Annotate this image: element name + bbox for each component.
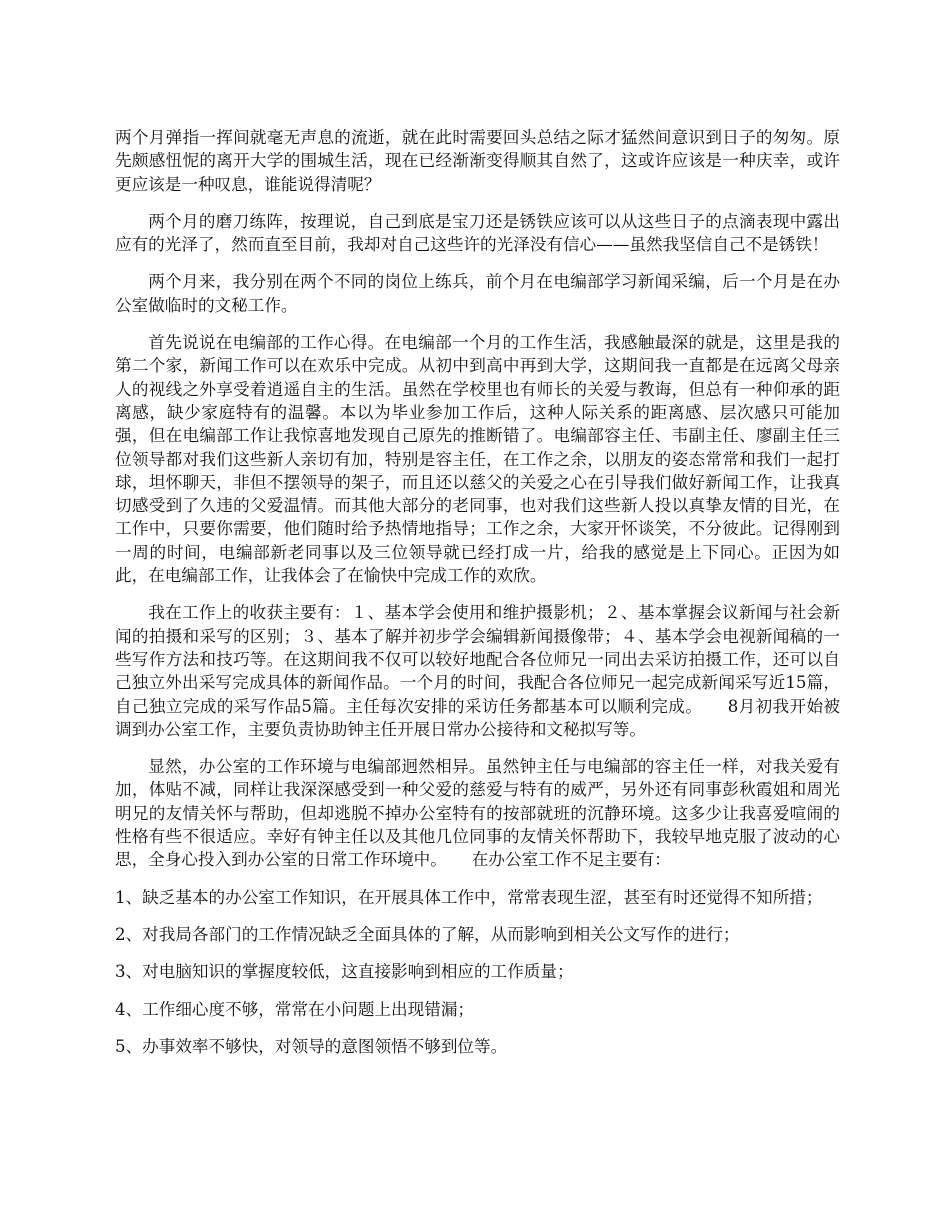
paragraph-two-positions: 两个月来，我分别在两个不同的岗位上练兵，前个月在电编部学习新闻采编，后一个月是在办公室做临时的文秘工作。 — [115, 272, 840, 315]
paragraph-editing-dept-experience: 首先说说在电编部的工作心得。在电编部一个月的工作生活，我感触最深的就是，这里是我的第二个家，新闻工作可以在欢乐中完成。从初中到高中再到大学，这期间我一直都是在远离父母亲人的视线之外享受着逍遥自主的生活。虽然在学校里也有师长的关爱与教诲，但总有一种仰承的距离感，缺少家庭特有的温馨。本以为毕业参加工作后，这种人际关系的距离感、层次感只可能加强，但在电编部工作让我惊喜地发现自己原先的推断错了。电编部容主任、韦副主任、廖副主任三位领导都对我们这些新人亲切有加，特别是容主任，在工作之余，以朋友的姿态常常和我们一起打球，坦怀聊天，非但不摆领导的架子，而且还以慈父的关爱之心在引导我们做好新闻工作，让我真切感受到了久违的父爱温情。而其他大部分的老同事，也对我们这些新人投以真挚友情的目光，在工作中，只要你需要，他们随时给予热情地指导；工作之余，大家开怀谈笑，不分彼此。记得刚到一周的时间，电编部新老同事以及三位领导就已经打成一片，给我的感觉是上下同心。正因为如此，在电编部工作，让我体会了在愉快中完成工作的欢欣。 — [115, 333, 840, 586]
list-item: 4、工作细心度不够，常常在小问题上出现错漏； — [115, 999, 475, 1019]
paragraph-work-gains: 我在工作上的收获主要有：１、基本学会使用和维护摄影机；２、基本掌握会议新闻与社会新闻的拍摄和采写的区别；３、基本了解并初步学会编辑新闻摄像带；４、基本学会电视新闻稿的一些写作方法和技巧等。在这期间我不仅可以较好地配合各位师兄一同出去采访拍摄工作，还可以自己独立外出采写完成具体的新闻作品。一个月的时间，我配合各位师兄一起完成新闻采写近15篇，自己独立完成的采写作品5篇。主任每次安排的采访任务都基本可以顺利完成。 8月初我开始被调到办公室工作，主要负责协助钟主任开展日常办公接待和文秘拟写等。 — [115, 603, 840, 739]
document-body — [115, 126, 840, 1072]
paragraph-intro: 两个月弹指一挥间就毫无声息的流逝，就在此时需要回头总结之际才猛然间意识到日子的匆匆。原先颇感忸怩的离开大学的围城生活，现在已经渐渐变得顺其自然了，这或许应该是一种庆幸，或许更应该是一种叹息，谁能说得清呢？ — [115, 128, 840, 194]
paragraph-office-environment: 显然，办公室的工作环境与电编部迥然相异。虽然钟主任与电编部的容主任一样，对我关爱有加，体贴不减，同样让我深深感受到一种父爱的慈爱与特有的威严，另外还有同事彭秋霞姐和周光明兄的友情关怀与帮助，但却逃脱不掉办公室特有的按部就班的沉静环境。这多少让我喜爱喧闹的性格有些不很适应。幸好有钟主任以及其他几位同事的友情关怀帮助下，我较早地克服了波动的心思，全身心投入到办公室的日常工作环境中。 在办公室工作不足主要有： — [115, 757, 840, 870]
list-item: 1、缺乏基本的办公室工作知识，在开展具体工作中，常常表现生涩，甚至有时还觉得不知所措； — [115, 887, 823, 907]
paragraph-self-reflection: 两个月的磨刀练阵，按理说，自己到底是宝刀还是锈铁应该可以从这些日子的点滴表现中露出应有的光泽了，然而直至目前，我却对自己这些许的光泽没有信心——虽然我坚信自己不是锈铁！ — [115, 211, 840, 255]
list-item: 3、对电脑知识的掌握度较低，这直接影响到相应的工作质量； — [115, 962, 574, 982]
list-item: 2、对我局各部门的工作情况缺乏全面具体的了解，从而影响到相关公文写作的进行； — [115, 924, 740, 944]
list-item: 5、办事效率不够快，对领导的意图领悟不够到位等。 — [115, 1036, 508, 1056]
